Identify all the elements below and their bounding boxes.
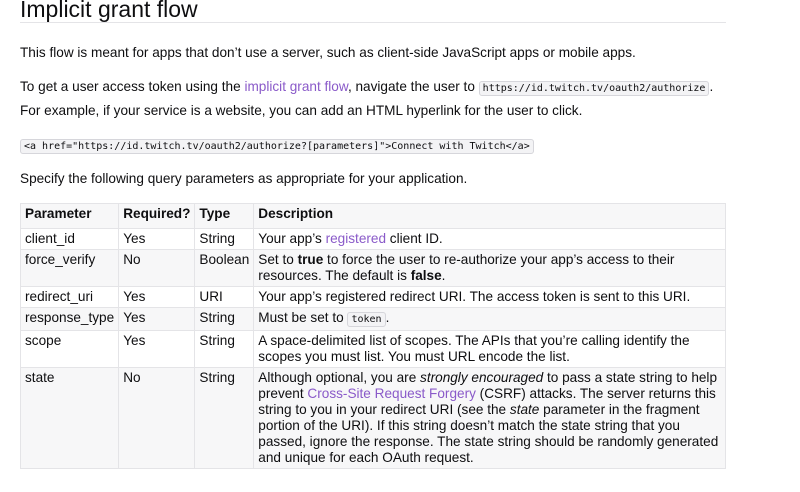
text: . bbox=[441, 268, 446, 283]
table-row bbox=[21, 229, 726, 250]
required-cell: No bbox=[119, 368, 195, 469]
description-cell bbox=[254, 368, 726, 469]
text: client ID. bbox=[386, 231, 443, 246]
required-cell: Yes bbox=[119, 331, 195, 368]
required-cell: Yes bbox=[119, 308, 195, 331]
description-link[interactable]: registered bbox=[325, 231, 387, 246]
description-cell bbox=[254, 287, 726, 308]
header-description: Description bbox=[254, 204, 726, 229]
italic-text: state bbox=[509, 402, 540, 417]
params-paragraph: Specify the following query parameters as appropriate for your application. bbox=[20, 171, 468, 186]
text: Your app’s bbox=[258, 231, 326, 246]
required-cell: Yes bbox=[119, 287, 195, 308]
text: Must be set to bbox=[258, 310, 348, 325]
italic-text: strongly encouraged bbox=[420, 370, 544, 385]
description-cell bbox=[254, 229, 726, 250]
authorize-url-code: https://id.twitch.tv/oauth2/authorize bbox=[479, 81, 710, 96]
bold-text: false bbox=[410, 268, 442, 283]
param-cell: redirect_uri bbox=[21, 287, 119, 308]
description-link[interactable]: Cross-Site Request Forgery bbox=[307, 386, 476, 401]
text: A space-delimited list of scopes. The APIs that you’re calling identify the scopes you must list. You must URL encode the list. bbox=[258, 333, 690, 364]
page-title: Implicit grant flow bbox=[20, 0, 726, 23]
param-cell: force_verify bbox=[21, 250, 119, 287]
inline-code: token bbox=[347, 312, 385, 327]
text: to force the user to re-authorize your app’s access to their resources. The default is bbox=[258, 252, 675, 283]
text: . For example, if your service is a website, you can add an HTML hyperlink for the user to click. bbox=[20, 79, 714, 118]
header-required: Required? bbox=[119, 204, 195, 229]
header-parameter: Parameter bbox=[21, 204, 119, 229]
bold-text: true bbox=[297, 252, 324, 267]
table-row bbox=[21, 287, 726, 308]
description-cell bbox=[254, 308, 726, 331]
intro-paragraph: This flow is meant for apps that don’t use a server, such as client-side JavaScript apps or mobile apps. bbox=[20, 45, 636, 60]
text: Your app’s registered redirect URI. The access token is sent to this URI. bbox=[258, 289, 691, 304]
query-parameters-table bbox=[20, 203, 726, 469]
type-cell: URI bbox=[195, 287, 254, 308]
type-cell: String bbox=[195, 368, 254, 469]
token-paragraph bbox=[20, 76, 726, 122]
header-type: Type bbox=[195, 204, 254, 229]
text: (CSRF) attacks. The server returns this string to you in your redirect URI (see the bbox=[258, 386, 716, 417]
hyperlink-code: <a href="https://id.twitch.tv/oauth2/authorize?[parameters]">Connect with Twitch</a> bbox=[20, 139, 534, 154]
param-cell: client_id bbox=[21, 229, 119, 250]
type-cell: String bbox=[195, 331, 254, 368]
doc-page bbox=[20, 0, 726, 465]
table-row bbox=[21, 331, 726, 368]
text: To get a user access token using the bbox=[20, 79, 245, 94]
text: , navigate the user to bbox=[347, 79, 479, 94]
table-row bbox=[21, 368, 726, 469]
type-cell: String bbox=[195, 308, 254, 331]
text: Set to bbox=[258, 252, 298, 267]
text: . bbox=[385, 310, 390, 325]
table-row bbox=[21, 308, 726, 331]
required-cell: Yes bbox=[119, 229, 195, 250]
type-cell: Boolean bbox=[195, 250, 254, 287]
required-cell: No bbox=[119, 250, 195, 287]
text: parameter in the fragment portion of the URI). If this string doesn’t match the state string that you passed, ignore the response. The state string should be randomly generated and unique for each OAuth request. bbox=[258, 402, 719, 465]
implicit-grant-flow-link[interactable]: implicit grant flow bbox=[244, 79, 348, 94]
text: to pass a state string to help prevent bbox=[258, 370, 718, 401]
type-cell: String bbox=[195, 229, 254, 250]
param-cell: scope bbox=[21, 331, 119, 368]
param-cell: state bbox=[21, 368, 119, 469]
text: Although optional, you are bbox=[258, 370, 421, 385]
code-example bbox=[20, 136, 534, 154]
param-cell: response_type bbox=[21, 308, 119, 331]
description-cell bbox=[254, 331, 726, 368]
description-cell bbox=[254, 250, 726, 287]
table-header-row bbox=[21, 204, 726, 229]
table-row bbox=[21, 250, 726, 287]
